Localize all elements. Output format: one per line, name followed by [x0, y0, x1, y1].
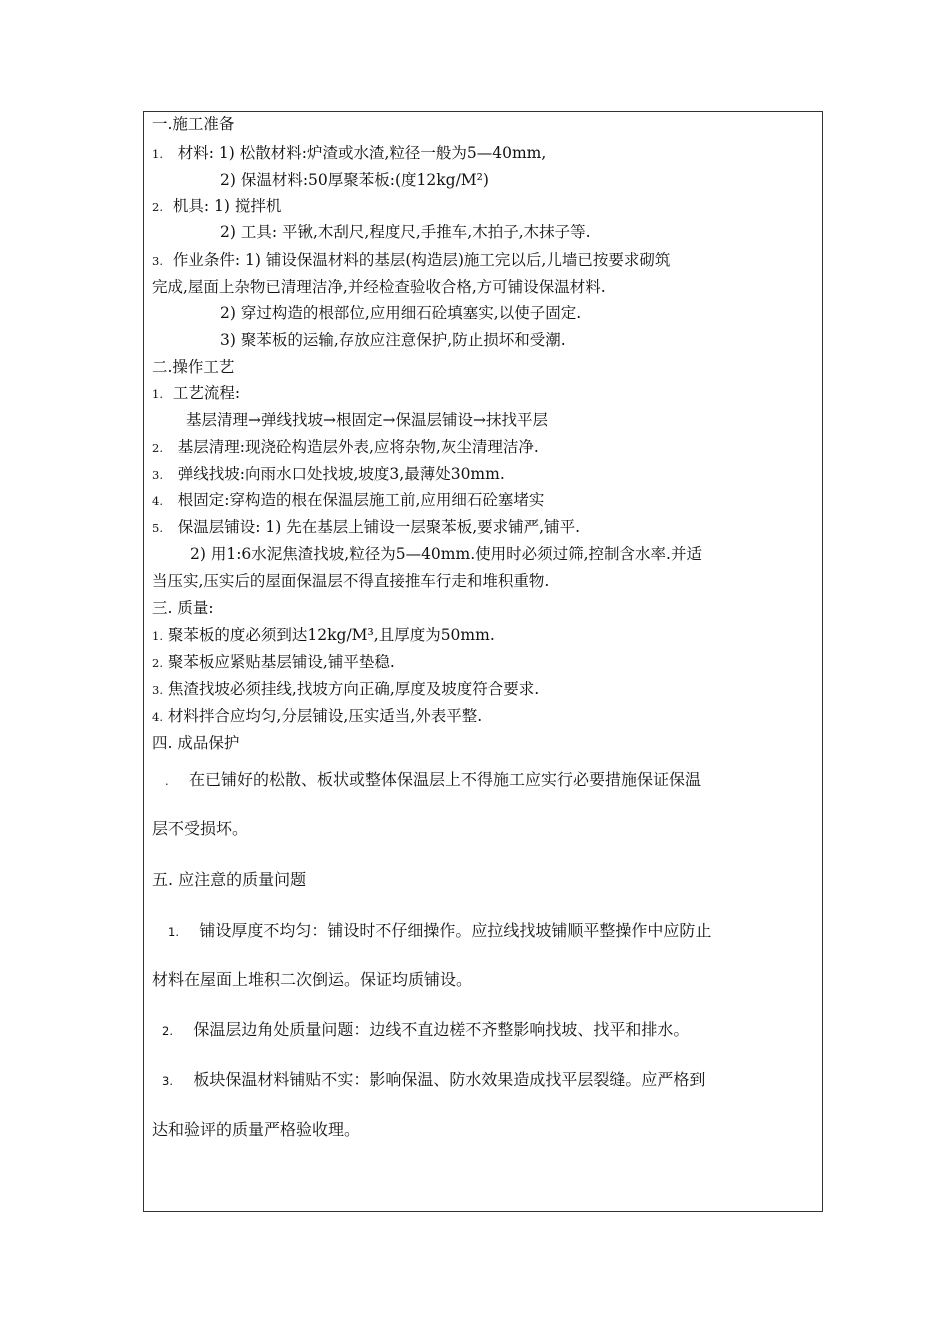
issue-item-1: 1. 铺设厚度不均匀：铺设时不仔细操作。应拉线找坡铺顺平整操作中应防止: [168, 921, 712, 940]
quality-item-4: 4. 材料拌合应均匀,分层铺设,压实适当,外表平整.: [152, 707, 483, 725]
quality-item-2: 2. 聚苯板应紧贴基层铺设,铺平垫稳.: [152, 653, 395, 671]
item-insulation-lay: 5. 保温层铺设: 1) 先在基层上铺设一层聚苯板,要求铺严,铺平.: [152, 518, 581, 536]
item-conditions-sub2: 2) 穿过构造的根部位,应用细石砼填塞实,以使子固定.: [220, 304, 582, 322]
item-base-clean: 2. 基层清理:现浇砼构造层外表,应将杂物,灰尘清理洁净.: [152, 438, 539, 456]
item-tools-sub: 2) 工具: 平锹,木刮尺,程度尺,手推车,木拍子,木抹子等.: [220, 223, 591, 241]
item-materials: 1. 材料: 1) 松散材料:炉渣或水渣,粒径一般为5—40mm,: [152, 144, 547, 162]
item-insulation-cont: 当压实,压实后的屋面保温层不得直接推车行走和堆积重物.: [152, 572, 550, 590]
section-heading-2: 二.操作工艺: [152, 358, 235, 376]
item-conditions: 3. 作业条件: 1) 铺设保温材料的基层(构造层)施工完以后,儿墙已按要求砌筑: [152, 251, 671, 269]
quality-item-1: 1. 聚苯板的度必须到达12kg/M³,且厚度为50mm.: [152, 626, 495, 644]
section-heading-5: 五. 应注意的质量问题: [152, 870, 307, 889]
item-tools: 2. 机具: 1) 搅拌机: [152, 197, 282, 215]
section-heading-1: 一.施工准备: [152, 115, 235, 133]
protection-para: . 在已铺好的松散、板状或整体保温层上不得施工应实行必要措施保证保温: [165, 770, 702, 789]
item-insulation-sub: 2) 用1:6水泥焦渣找坡,粒径为5—40mm.使用时必须过筛,控制含水率.并适: [190, 545, 702, 563]
issue-item-2: 2. 保温层边角处质量问题：边线不直边槎不齐整影响找坡、找平和排水。: [162, 1020, 690, 1039]
item-process-flow: 1. 工艺流程:: [152, 384, 241, 402]
quality-item-3: 3. 焦渣找坡必须挂线,找坡方向正确,厚度及坡度符合要求.: [152, 680, 540, 698]
section-heading-3: 三. 质量:: [152, 599, 214, 617]
item-materials-sub: 2) 保温材料:50厚聚苯板:(度12kg/M²): [220, 171, 489, 189]
section-heading-4: 四. 成品保护: [152, 734, 240, 752]
item-root-fix: 4. 根固定:穿构造的根在保温层施工前,应用细石砼塞堵实: [152, 491, 545, 509]
item-conditions-sub3: 3) 聚苯板的运输,存放应注意保护,防止损坏和受潮.: [220, 331, 566, 349]
item-slope: 3. 弹线找坡:向雨水口处找坡,坡度3,最薄处30mm.: [152, 465, 505, 483]
protection-para-cont: 层不受损坏。: [152, 819, 249, 838]
item-conditions-cont: 完成,屋面上杂物已清理洁净,并经检查验收合格,方可铺设保温材料.: [152, 278, 606, 296]
issue-item-3: 3. 板块保温材料铺贴不实：影响保温、防水效果造成找平层裂缝。应严格到: [162, 1070, 706, 1089]
process-flow-steps: 基层清理→弹线找坡→根固定→保温层铺设→抹找平层: [186, 411, 548, 429]
issue-item-1-cont: 材料在屋面上堆积二次倒运。保证均质铺设。: [152, 970, 473, 989]
issue-item-3-cont: 达和验评的质量严格验收理。: [152, 1120, 361, 1139]
